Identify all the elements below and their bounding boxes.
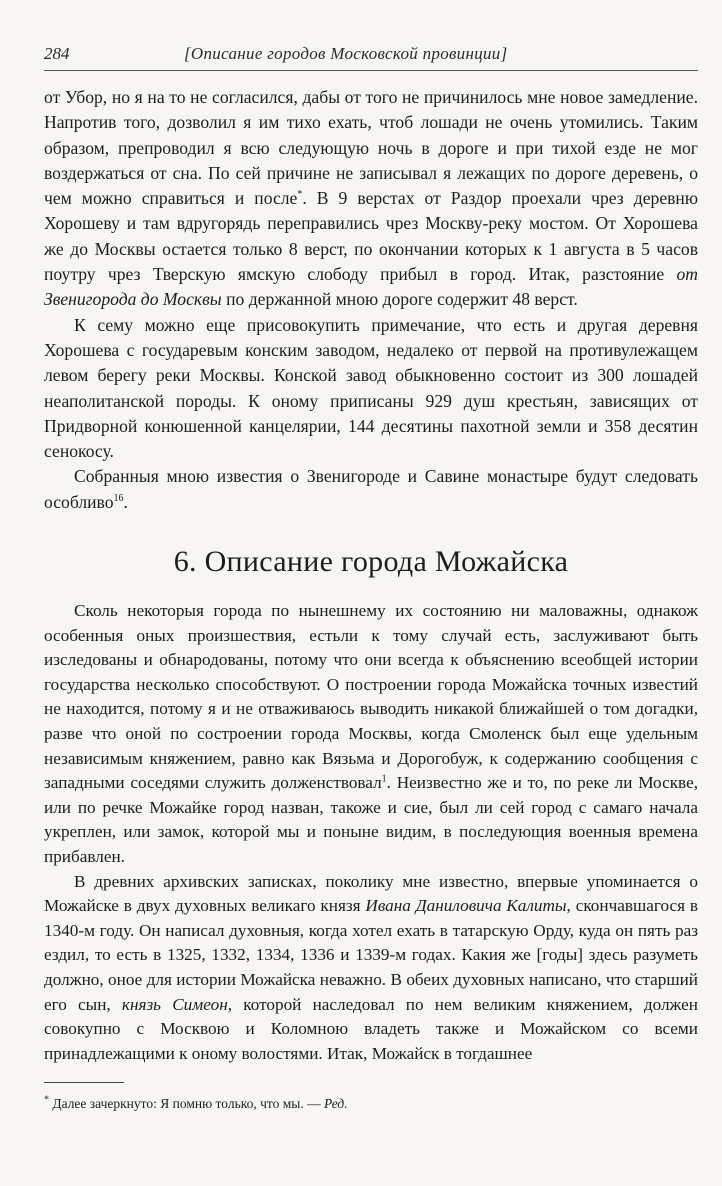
paragraph-text: К сему можно еще присовокупить примечание, что есть и другая деревня Хорошева с государевым конским заводом, недалеко от первой на противулежащем левом берегу реки Москвы. Конской завод обыкновенно состоит из 300 лошадей неаполитанской породы. К оному приписаны 929 душ крестьян, зависящих от Придворной конюшенной канцелярии, 144 десятины пахотной земли и 358 десятин сенокосу. xyxy=(44,314,698,462)
paragraph-text: по держанной мною дороге содержит 48 верст. xyxy=(221,289,578,310)
footnote-text: Далее зачеркнуто: Я помню только, что мы. — xyxy=(52,1096,324,1112)
book-page xyxy=(44,44,698,1113)
paragraph-text: от Убор, но я на то не согласился, дабы от того не причинилось мне новое замедление. Напротив того, дозволил я им тихо ехать, чтоб лошади не очень утомились. Таким образом, препроводил я всю следующую ночь в дороге и при тихой езде не мог воздержаться от сна. По сей причине не записывал я лежащих по дороге деревень, о чем можно справиться и после xyxy=(44,87,698,209)
italic-text: князь Симеон xyxy=(121,994,228,1014)
footnote-ref: 1 xyxy=(381,773,387,785)
footnote xyxy=(44,1095,698,1113)
body-text-section xyxy=(44,599,698,1066)
paragraph-text: . xyxy=(123,491,128,512)
paragraph-text: Сколь некоторыя города по нынешнему их состоянию ни маловажны, однакож особенныя оных произшествия, естьли к тому случай есть, заслуживают быть изследованы и обнародованы, потому что они всегда к объяснению всеобщей истории государства несколько способствуют. О построении города Можайска точных известий не находится, потому я и не отваживаюсь выводить никакой ближайшей о том догадки, разве что оной по состроении города Москвы, когда Смоленск был еще удельным независимым княжением, равно как Вязьма и Дорогобуж, к содержанию сообщения с западными соседями служить долженствовал xyxy=(44,601,698,793)
paragraph-text: В древних архивских записках, поколику мне известно, впервые упоминается о Можайске в двух духовных великаго князя xyxy=(44,871,698,916)
page-number: 284 xyxy=(44,44,70,63)
footnote-ref: 16 xyxy=(113,492,124,504)
section-heading: 6. Описание города Можайска xyxy=(173,545,569,579)
italic-text: от Звенигорода до Москвы xyxy=(44,264,698,310)
italic-text: Ивана Даниловича Калиты xyxy=(365,896,567,916)
paragraph-text: . В 9 верстах от Раздор проехали чрез деревню Хорошеву и там вдругорядь переправились чрез Москву-реку мостом. От Хорошева же до Москвы остается только 8 верст, по окончании которых к 1 августа в 5 часов поутру чрез Тверскую ямскую слободу прибыл в город. Итак, разстояние xyxy=(44,188,698,285)
paragraph-text: , скончавшагося в 1340-м году. Он написал духовныя, когда хотел ехать в татарскую Орду, куда он пять раз ездил, то есть в 1325, 1332, 1334, 1336 и 1339-м годах. Какия же [годы] здесь разуметь должно, оное для истории Можайска неважно. В обеих духовных написано, что старший его сын, xyxy=(44,896,698,1014)
footnote-divider xyxy=(44,1082,124,1083)
footnote-editor: Ред. xyxy=(324,1096,348,1112)
paragraph xyxy=(44,464,698,515)
running-title: [Описание городов Московской провинции] xyxy=(184,44,508,63)
paragraph xyxy=(44,313,698,465)
footnote-ref: * xyxy=(297,189,303,201)
paragraph xyxy=(44,599,698,870)
running-header xyxy=(44,44,698,71)
paragraph xyxy=(44,85,698,313)
footnote-mark: * xyxy=(44,1094,49,1106)
body-text-top xyxy=(44,85,698,515)
paragraph-text: . Неизвестно же и то, по реке ли Москве, или по речке Можайке город назван, такоже и сие, был ли сей город с самаго начала укреплен, или замок, которой мы и поныне видим, в последующия военныя времена прибавлен. xyxy=(44,773,698,866)
paragraph xyxy=(44,870,698,1067)
paragraph-text: , которой наследовал по нем великим княжением, должен совокупно с Москвою и Коломною владеть также и Можайском со всеми принадлежащими к оному волостями. Итак, Можайск в тогдашнее xyxy=(44,994,699,1063)
paragraph-text: Собранныя мною известия о Звенигороде и Савине монастыре будут следовать особливо xyxy=(44,466,698,512)
